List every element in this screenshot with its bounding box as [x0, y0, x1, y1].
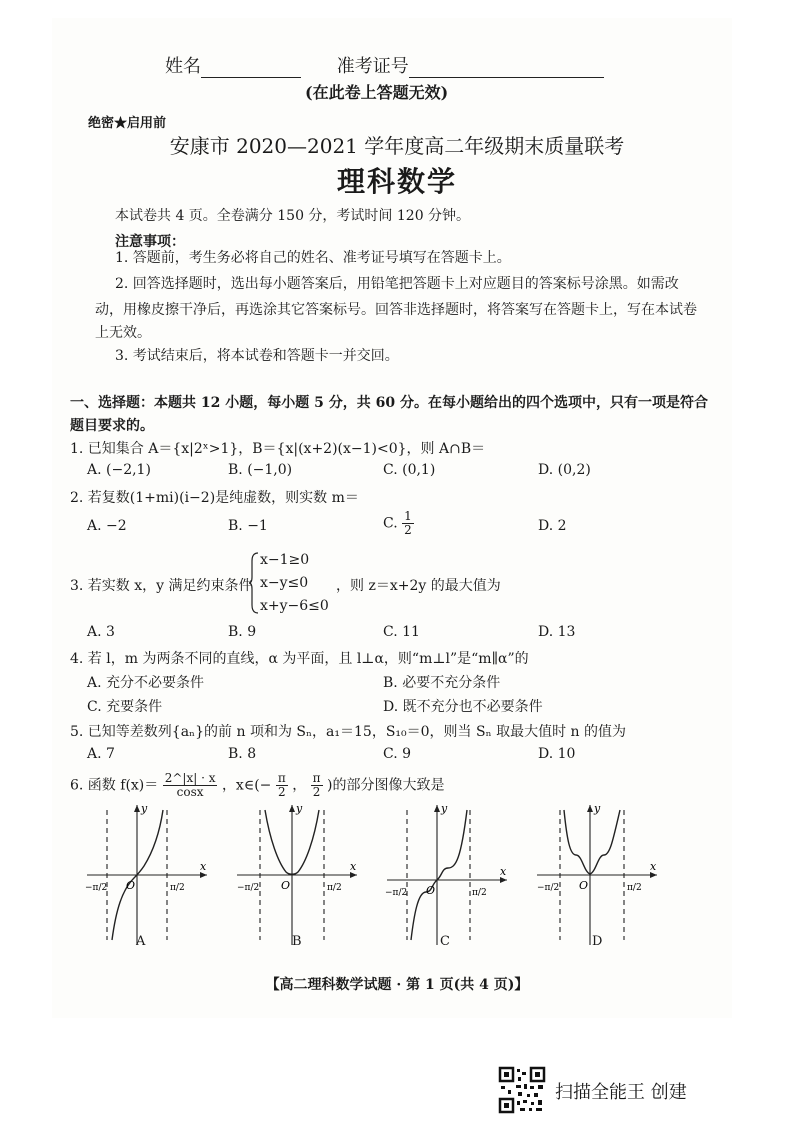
- q2-stem: 2. 若复数(1+mi)(i−2)是纯虚数，则实数 m＝: [70, 490, 359, 506]
- q6-stem: [70, 772, 444, 799]
- graph-option-a: [82, 800, 212, 950]
- curve: [411, 810, 467, 940]
- intro: 本试卷共 4 页。全卷满分 150 分，考试时间 120 分钟。: [115, 208, 471, 224]
- note-2a: 2. 回答选择题时，选出每小题答案后，用铅笔把答题卡上对应题目的答案标号涂黑。如需改: [115, 276, 679, 292]
- q1-option-d: D. (0,2): [538, 462, 591, 478]
- q3-option-b: B. 9: [228, 624, 257, 640]
- q2-option-c: [383, 510, 414, 537]
- q1-option-b: B. (−1,0): [228, 462, 293, 478]
- constraint-brace: [248, 551, 260, 619]
- candidate-info: [165, 52, 604, 78]
- q3-stem-post: ，则 z＝x+2y 的最大值为: [336, 578, 501, 594]
- q4-option-c: C. 充要条件: [87, 699, 163, 715]
- invalid-note: (在此卷上答题无效): [305, 83, 449, 102]
- note-1: 1. 答题前，考生务必将自己的姓名、准考证号填写在答题卡上。: [115, 250, 511, 266]
- fraction-denominator: 2: [404, 523, 412, 537]
- origin-label: O: [579, 879, 589, 892]
- y-label: y: [296, 802, 303, 815]
- q2-option-b: B. −1: [228, 518, 268, 534]
- q3-option-c: C. 11: [383, 624, 420, 640]
- name-blank: [201, 77, 301, 78]
- q3-constraint-3: x+y−6≤0: [260, 598, 329, 614]
- neg-half-pi-label: −π/2: [85, 883, 108, 893]
- fraction-numerator: 1: [404, 509, 412, 523]
- y-label: y: [594, 802, 601, 815]
- secret-label: 绝密★启用前: [88, 116, 167, 131]
- graph-label-c: C: [440, 934, 450, 949]
- origin-label: O: [126, 879, 136, 892]
- q6-comma: ，: [292, 777, 307, 794]
- exam-title: 安康市 2020—2021 学年度高二年级期末质量联考: [169, 134, 625, 158]
- q1-option-c: C. (0,1): [383, 462, 436, 478]
- qr-code-icon: [498, 1066, 546, 1118]
- section-heading-2: 题目要求的。: [70, 418, 154, 434]
- q1-option-a: A. (−2,1): [87, 462, 151, 478]
- q2-option-c-prefix: C.: [383, 515, 398, 532]
- x-label: x: [500, 865, 507, 878]
- q5-option-d: D. 10: [538, 746, 576, 762]
- subject-title: 理科数学: [336, 165, 457, 198]
- fraction-denominator: cosx: [176, 785, 204, 799]
- q2-option-a: A. −2: [87, 518, 127, 534]
- q6-prefix: 6. 函数 f(x)＝: [70, 777, 159, 794]
- y-label: y: [441, 802, 448, 815]
- neg-half-pi-label: −π/2: [537, 883, 560, 893]
- q6-domain-start: ，x∈(−: [221, 777, 272, 794]
- q2-option-c-fraction: [402, 510, 414, 537]
- q4-option-b: B. 必要不充分条件: [383, 675, 501, 691]
- q3-option-a: A. 3: [87, 624, 115, 640]
- q5-stem: 5. 已知等差数列{aₙ}的前 n 项和为 Sₙ，a₁＝15，S₁₀＝0，则当 Sₙ 取最大值时 n 的值为: [70, 724, 626, 740]
- note-2c: 上无效。: [95, 325, 151, 341]
- x-label: x: [650, 860, 657, 873]
- section-heading-1: 一、选择题：本题共 12 小题，每小题 5 分，共 60 分。在每小题给出的四个选项中，只有一项是符合: [70, 395, 708, 411]
- id-label: 准考证号: [336, 56, 409, 77]
- fraction-numerator: 2^|x| · x: [164, 771, 216, 785]
- q4-stem: 4. 若 l，m 为两条不同的直线，α 为平面，且 l⊥α，则“m⊥l”是“m∥α”的: [70, 651, 529, 667]
- q3-constraint-1: x−1≥0: [260, 552, 310, 568]
- graph-label-a: A: [136, 934, 146, 949]
- page-footer: 【高二理科数学试题 · 第 1 页(共 4 页)】: [265, 977, 529, 993]
- curve: [564, 810, 620, 874]
- q5-option-b: B. 8: [228, 746, 257, 762]
- half-pi-label: π/2: [472, 888, 487, 898]
- origin-label: O: [281, 879, 291, 892]
- q1-stem: 1. 已知集合 A＝{x|2ˣ>1}，B＝{x|(x+2)(x−1)<0}，则 A∩B＝: [70, 441, 486, 457]
- fraction-numerator: π: [277, 771, 286, 785]
- q4-option-a: A. 充分不必要条件: [87, 675, 205, 691]
- q2-option-d: D. 2: [538, 518, 567, 534]
- q3-stem-pre: 3. 若实数 x，y 满足约束条件: [70, 578, 253, 594]
- x-label: x: [200, 860, 207, 873]
- q4-option-d: D. 既不充分也不必要条件: [383, 699, 543, 715]
- brace-icon: [248, 551, 260, 615]
- q6-suffix: )的部分图像大致是: [326, 777, 445, 794]
- name-label: 姓名: [165, 56, 201, 77]
- note-3: 3. 考试结束后，将本试卷和答题卡一并交回。: [115, 348, 399, 364]
- half-pi-label: π/2: [627, 883, 642, 893]
- graph-label-d: D: [592, 934, 603, 949]
- q3-constraint-2: x−y≤0: [260, 575, 309, 591]
- neg-half-pi-label: −π/2: [237, 883, 260, 893]
- graph-option-b: [232, 800, 362, 950]
- fraction-denominator: 2: [277, 785, 286, 799]
- x-label: x: [350, 860, 357, 873]
- graph-option-d: [532, 800, 662, 950]
- neg-half-pi-label: −π/2: [385, 888, 408, 898]
- q3-option-d: D. 13: [538, 624, 576, 640]
- notes-title: 注意事项：: [115, 234, 185, 250]
- fraction-numerator: π: [312, 771, 321, 785]
- origin-label: O: [426, 884, 436, 897]
- note-2b: 动，用橡皮擦干净后，再选涂其它答案标号。回答非选择题时，将答案写在答题卡上，写在本试卷: [95, 302, 697, 318]
- graph-label-b: B: [292, 934, 302, 949]
- y-label: y: [141, 802, 148, 815]
- graph-option-c: [382, 800, 512, 950]
- q5-option-a: A. 7: [87, 746, 115, 762]
- q6-pi-half-2: [311, 772, 323, 799]
- half-pi-label: π/2: [327, 883, 342, 893]
- q5-option-c: C. 9: [383, 746, 412, 762]
- id-blank: [409, 77, 604, 78]
- q6-function-fraction: [163, 772, 218, 799]
- scanner-watermark: 扫描全能王 创建: [555, 1082, 687, 1103]
- half-pi-label: π/2: [170, 883, 185, 893]
- q6-pi-half-1: [276, 772, 288, 799]
- fraction-denominator: 2: [312, 785, 321, 799]
